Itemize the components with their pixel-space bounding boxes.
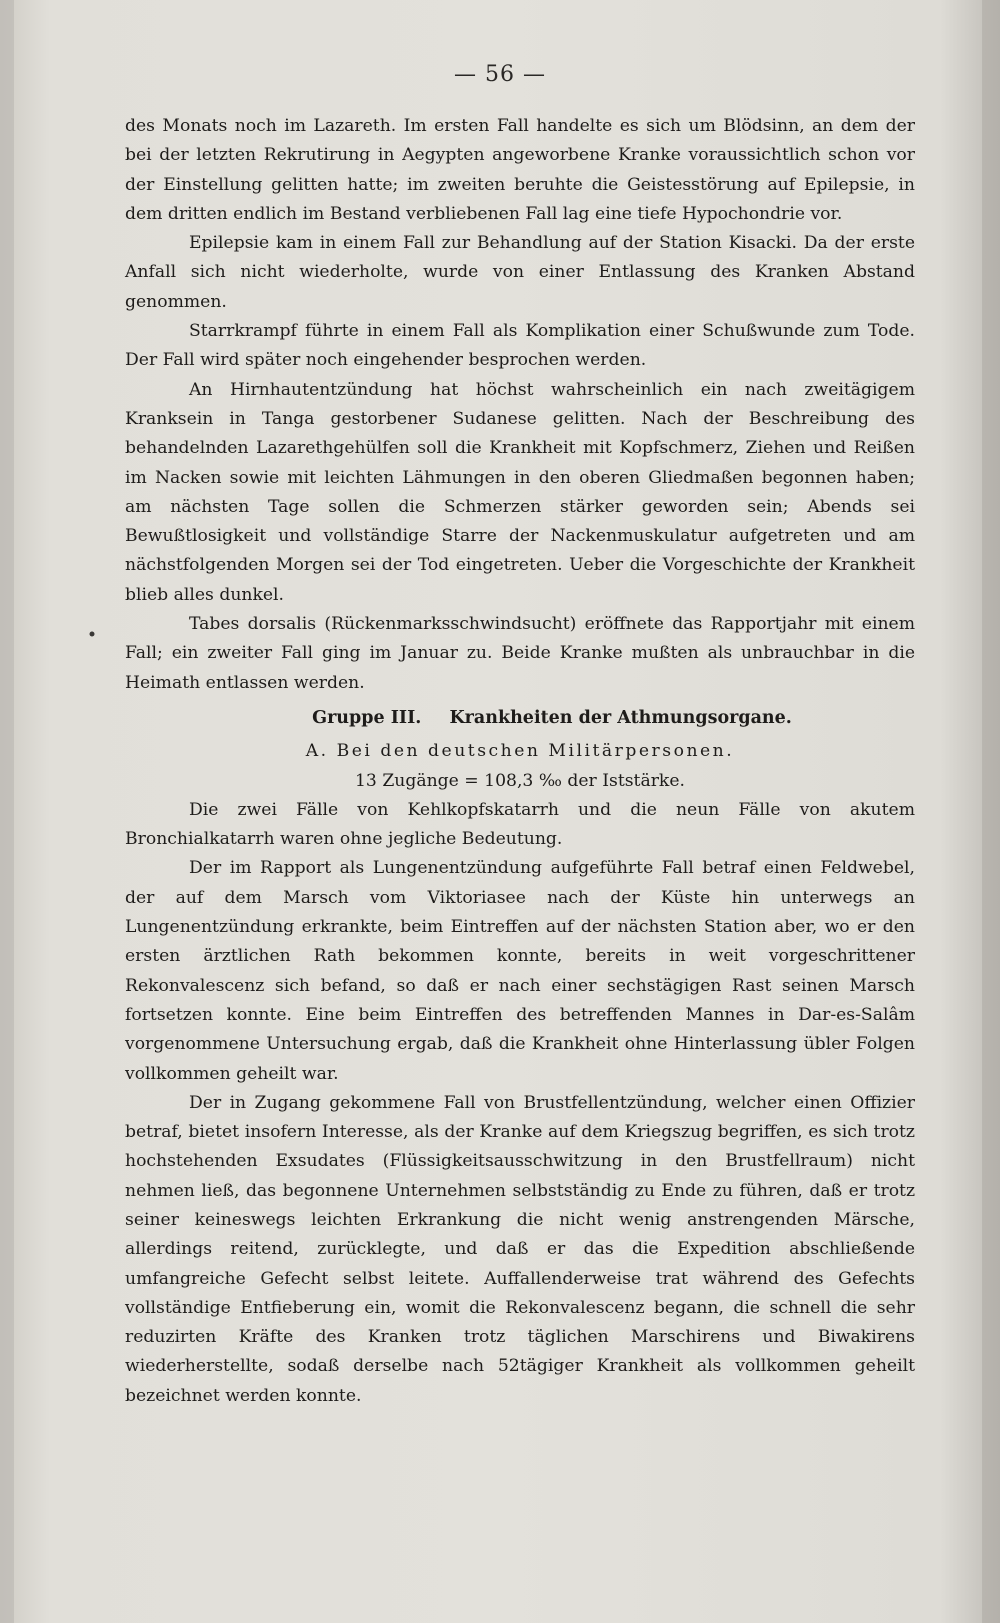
body-text	[125, 112, 915, 1411]
paragraph-hirnhautentzuendung: An Hirnhautentzündung hat höchst wahrscheinlich ein nach zweitägigem Kranksein in Tanga gestorbener Sudanese gelitten. Nach der Beschreibung des behandelnden Lazarethgehülfen soll die Krankheit mit Kopfschmerz, Ziehen und Reißen im Nacken sowie mit leichten Lähmungen in den oberen Gliedmaßen begonnen haben; am nächsten Tage sollen die Schmerzen stärker geworden sein; Abends sei Bewußtlosigkeit und vollständige Starre der Nackenmuskulatur aufgetreten und am nächstfolgenden Morgen sei der Tod eingetreten. Ueber die Vorgeschichte der Krankheit blieb alles dunkel.	[125, 379, 915, 605]
section-group: Gruppe III.	[312, 707, 422, 728]
paragraph-lungenentzuendung: Der im Rapport als Lungenentzündung aufgeführte Fall betraf einen Feldwebel, der auf dem Marsch vom Viktoriasee nach der Küste hin unterwegs an Lungenentzündung erkrankte, beim Eintreffen auf der nächsten Station aber, wo er den ersten ärztlichen Rath bekommen konnte, bereits in weit vorgeschrittener Rekonvalescenz sich befand, so daß er nach einer sechstägigen Rast seinen Marsch fortsetzen konnte. Eine beim Eintreffen des betreffenden Mannes in Dar-es-Salâm vorgenommene Untersuchung ergab, daß die Krankheit ohne Hinterlassung übler Folgen vollkommen geheilt war.	[125, 858, 915, 1084]
paragraph-tabes-dorsalis: Tabes dorsalis (Rückenmarksschwindsucht) eröffnete das Rapportjahr mit einem Fall; ein zweiter Fall ging im Januar zu. Beide Kranke mußten als unbrauchbar in die Heimath entlassen werden.	[125, 614, 915, 693]
paragraph-epilepsie: Epilepsie kam in einem Fall zur Behandlung auf der Station Kisacki. Da der erste Anfall sich nicht wiederholte, wurde von einer Entlassung des Kranken Abstand genommen.	[125, 233, 915, 312]
section-title: Krankheiten der Athmungsorgane.	[449, 707, 792, 728]
statistic-line: 13 Zugänge = 108,3 ‰ der Iststärke.	[355, 770, 685, 791]
subsection-heading: A. Bei den deutschen Militärpersonen.	[305, 741, 735, 762]
paragraph-brustfellentzuendung: Der in Zugang gekommene Fall von Brustfellentzündung, welcher einen Offizier betraf, bietet insofern Interesse, als der Kranke auf dem Kriegszug begriffen, es sich trotz hochstehenden Exsudates (Flüssigkeitsausschwitzung in den Brustfellraum) nicht nehmen ließ, das begonnene Unternehmen selbstständig zu Ende zu führen, daß er trotz seiner keineswegs leichten Erkrankung die nicht wenig anstrengenden Märsche, allerdings reitend, zurücklegte, und daß er das die Expedition abschließende umfangreiche Gefecht selbst leitete. Auffallenderweise trat während des Gefechts vollständige Entfieberung ein, womit die Rekonvalescenz begann, die schnell die sehr reduzirten Kräfte des Kranken trotz täglichen Marschirens und Biwakirens wiederherstellte, sodaß derselbe nach 52tägiger Krankheit als vollkommen geheilt bezeichnet werden konnte.	[125, 1092, 915, 1406]
section-heading	[125, 704, 915, 733]
paragraph-katarrh: Die zwei Fälle von Kehlkopfskatarrh und die neun Fälle von akutem Bronchialkatarrh waren ohne jegliche Bedeutung.	[125, 799, 915, 850]
paragraph-continuation: des Monats noch im Lazareth. Im ersten Fall handelte es sich um Blödsinn, an dem der bei der letzten Rekrutirung in Aegypten angeworbene Kranke voraussichtlich schon vor der Einstellung gelitten hatte; im zweiten beruhte die Geistesstörung auf Epilepsie, in dem dritten endlich im Bestand verbliebenen Fall lag eine tiefe Hypochondrie vor.	[125, 116, 915, 224]
paragraph-starrkrampf: Starrkrampf führte in einem Fall als Komplikation einer Schußwunde zum Tode. Der Fall wird später noch eingehender besprochen werden.	[125, 321, 915, 371]
page-number: — 56 —	[454, 62, 546, 87]
